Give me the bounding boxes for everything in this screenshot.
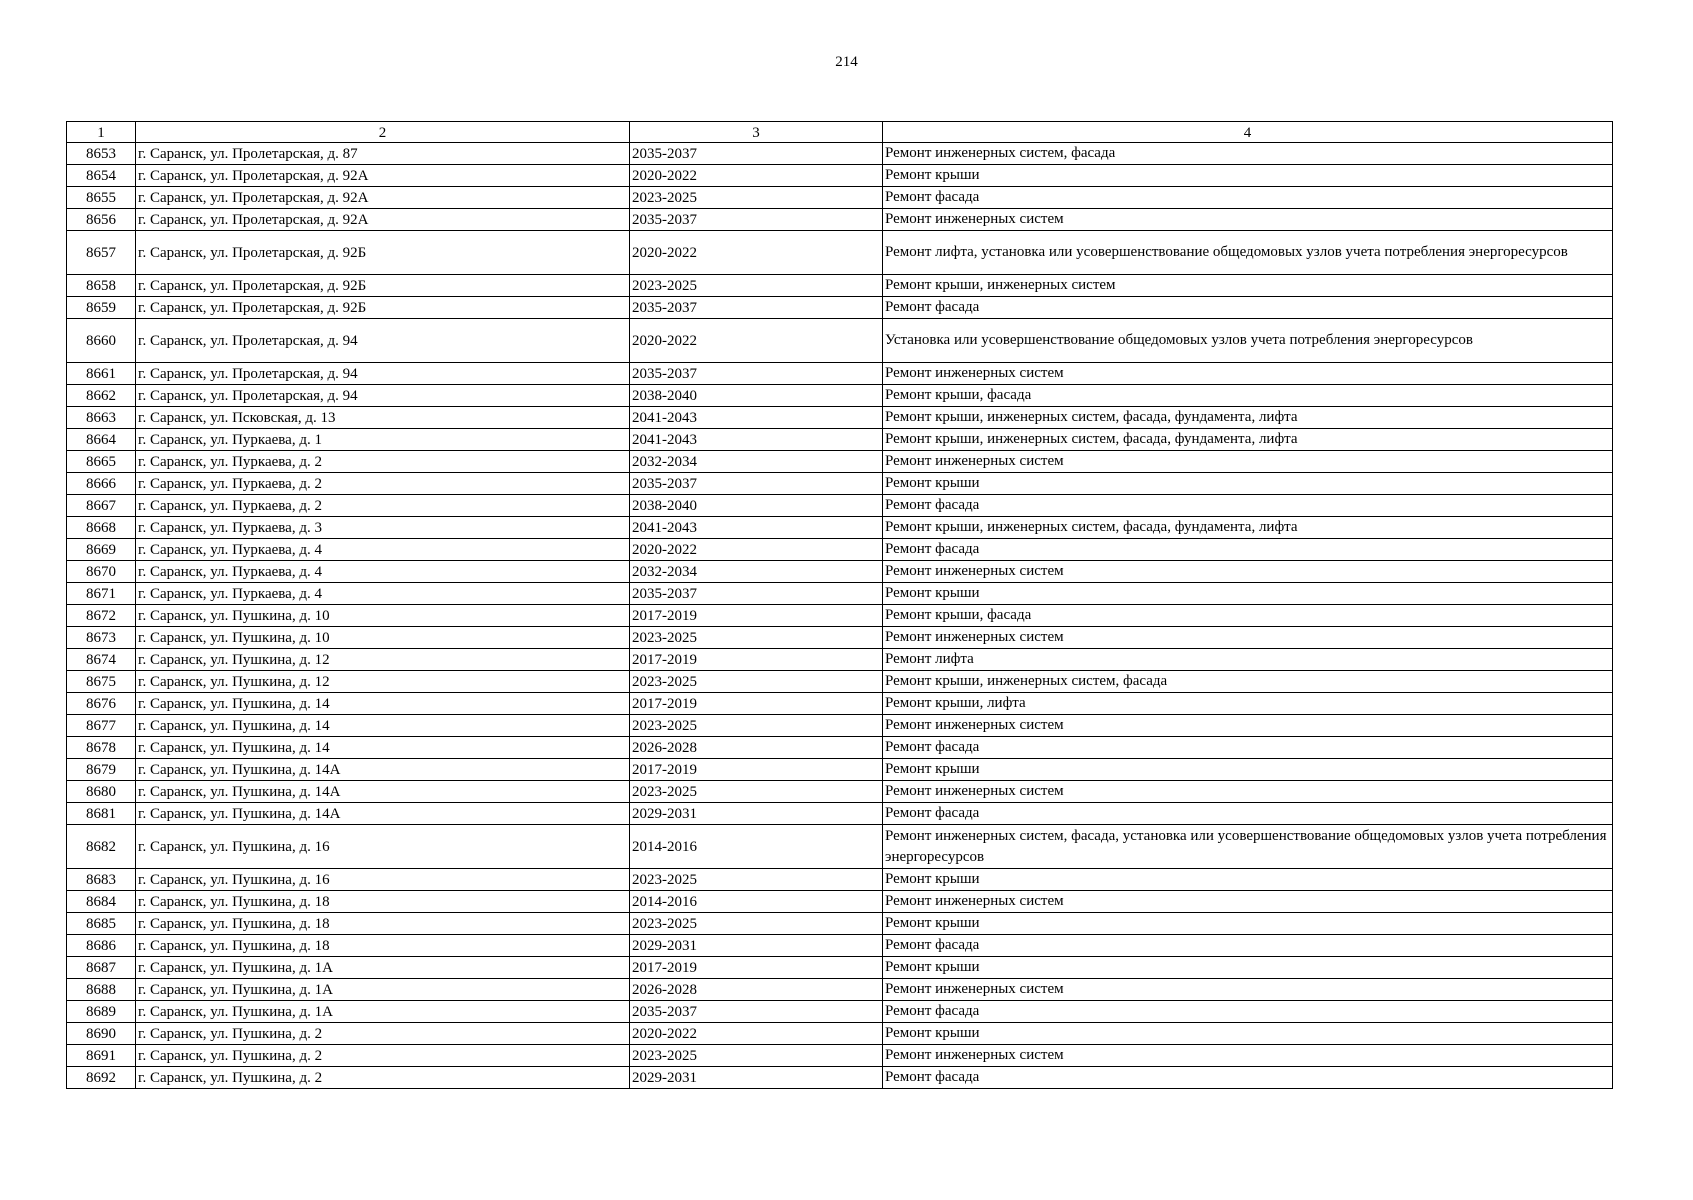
address-cell: г. Саранск, ул. Пушкина, д. 10 xyxy=(136,605,630,627)
period-cell: 2020-2022 xyxy=(630,319,883,363)
period-cell: 2017-2019 xyxy=(630,759,883,781)
row-number-cell: 8662 xyxy=(67,385,136,407)
work-type-cell: Ремонт фасада xyxy=(883,297,1613,319)
address-cell: г. Саранск, ул. Пушкина, д. 18 xyxy=(136,935,630,957)
work-type-cell: Ремонт фасада xyxy=(883,1067,1613,1089)
period-cell: 2023-2025 xyxy=(630,869,883,891)
period-cell: 2029-2031 xyxy=(630,1067,883,1089)
period-cell: 2020-2022 xyxy=(630,1023,883,1045)
table-row xyxy=(67,143,1613,165)
work-type-cell: Ремонт инженерных систем xyxy=(883,891,1613,913)
address-cell: г. Саранск, ул. Пролетарская, д. 92Б xyxy=(136,231,630,275)
work-type-cell: Ремонт инженерных систем xyxy=(883,1045,1613,1067)
row-number-cell: 8689 xyxy=(67,1001,136,1023)
table-row xyxy=(67,407,1613,429)
table-row xyxy=(67,385,1613,407)
period-cell: 2035-2037 xyxy=(630,583,883,605)
work-type-cell: Ремонт инженерных систем xyxy=(883,363,1613,385)
address-cell: г. Саранск, ул. Пушкина, д. 14А xyxy=(136,803,630,825)
period-cell: 2017-2019 xyxy=(630,649,883,671)
address-cell: г. Саранск, ул. Пушкина, д. 1А xyxy=(136,979,630,1001)
row-number-cell: 8659 xyxy=(67,297,136,319)
work-type-cell: Ремонт фасада xyxy=(883,1001,1613,1023)
work-type-cell: Ремонт крыши, инженерных систем, фасада, фундамента, лифта xyxy=(883,517,1613,539)
work-type-cell: Ремонт крыши, инженерных систем, фасада xyxy=(883,671,1613,693)
table-body xyxy=(67,143,1613,1089)
row-number-cell: 8682 xyxy=(67,825,136,869)
row-number-cell: 8687 xyxy=(67,957,136,979)
row-number-cell: 8663 xyxy=(67,407,136,429)
row-number-cell: 8676 xyxy=(67,693,136,715)
period-cell: 2026-2028 xyxy=(630,737,883,759)
row-number-cell: 8668 xyxy=(67,517,136,539)
work-type-cell: Ремонт фасада xyxy=(883,803,1613,825)
table-row xyxy=(67,671,1613,693)
table-row xyxy=(67,561,1613,583)
period-cell: 2023-2025 xyxy=(630,671,883,693)
work-type-cell: Ремонт крыши, инженерных систем xyxy=(883,275,1613,297)
row-number-cell: 8664 xyxy=(67,429,136,451)
address-cell: г. Саранск, ул. Пушкина, д. 16 xyxy=(136,825,630,869)
address-cell: г. Саранск, ул. Пролетарская, д. 92А xyxy=(136,187,630,209)
work-type-cell: Ремонт крыши xyxy=(883,165,1613,187)
table-row xyxy=(67,231,1613,275)
address-cell: г. Саранск, ул. Пушкина, д. 1А xyxy=(136,1001,630,1023)
table-row xyxy=(67,957,1613,979)
work-type-cell: Ремонт крыши xyxy=(883,759,1613,781)
address-cell: г. Саранск, ул. Пушкина, д. 14 xyxy=(136,737,630,759)
row-number-cell: 8655 xyxy=(67,187,136,209)
column-header-4: 4 xyxy=(883,122,1613,143)
work-type-cell: Ремонт инженерных систем, фасада, установка или усовершенствование общедомовых узлов учета потребления энергоресурсов xyxy=(883,825,1613,869)
address-cell: г. Саранск, ул. Пролетарская, д. 92А xyxy=(136,165,630,187)
table-row xyxy=(67,825,1613,869)
work-type-cell: Ремонт инженерных систем xyxy=(883,561,1613,583)
address-cell: г. Саранск, ул. Пуркаева, д. 2 xyxy=(136,473,630,495)
address-cell: г. Саранск, ул. Пушкина, д. 14 xyxy=(136,715,630,737)
period-cell: 2041-2043 xyxy=(630,517,883,539)
table-row xyxy=(67,451,1613,473)
period-cell: 2023-2025 xyxy=(630,1045,883,1067)
row-number-cell: 8688 xyxy=(67,979,136,1001)
address-cell: г. Саранск, ул. Пушкина, д. 12 xyxy=(136,649,630,671)
row-number-cell: 8666 xyxy=(67,473,136,495)
table-row xyxy=(67,913,1613,935)
work-type-cell: Ремонт инженерных систем xyxy=(883,781,1613,803)
table-row xyxy=(67,891,1613,913)
row-number-cell: 8686 xyxy=(67,935,136,957)
work-type-cell: Ремонт крыши, инженерных систем, фасада, фундамента, лифта xyxy=(883,429,1613,451)
row-number-cell: 8675 xyxy=(67,671,136,693)
table-row xyxy=(67,803,1613,825)
work-type-cell: Ремонт крыши, лифта xyxy=(883,693,1613,715)
work-type-cell: Ремонт крыши xyxy=(883,1023,1613,1045)
work-type-cell: Ремонт фасада xyxy=(883,187,1613,209)
row-number-cell: 8665 xyxy=(67,451,136,473)
period-cell: 2038-2040 xyxy=(630,495,883,517)
row-number-cell: 8691 xyxy=(67,1045,136,1067)
row-number-cell: 8690 xyxy=(67,1023,136,1045)
row-number-cell: 8653 xyxy=(67,143,136,165)
period-cell: 2032-2034 xyxy=(630,561,883,583)
row-number-cell: 8660 xyxy=(67,319,136,363)
table-row xyxy=(67,605,1613,627)
address-cell: г. Саранск, ул. Пролетарская, д. 87 xyxy=(136,143,630,165)
row-number-cell: 8658 xyxy=(67,275,136,297)
address-cell: г. Саранск, ул. Пушкина, д. 14 xyxy=(136,693,630,715)
row-number-cell: 8670 xyxy=(67,561,136,583)
address-cell: г. Саранск, ул. Пушкина, д. 2 xyxy=(136,1023,630,1045)
table-row xyxy=(67,297,1613,319)
work-type-cell: Ремонт крыши, фасада xyxy=(883,605,1613,627)
period-cell: 2020-2022 xyxy=(630,539,883,561)
table-row xyxy=(67,187,1613,209)
table-row xyxy=(67,737,1613,759)
work-type-cell: Ремонт инженерных систем xyxy=(883,627,1613,649)
address-cell: г. Саранск, ул. Пуркаева, д. 2 xyxy=(136,495,630,517)
table-row xyxy=(67,429,1613,451)
table-row xyxy=(67,363,1613,385)
work-type-cell: Ремонт фасада xyxy=(883,737,1613,759)
row-number-cell: 8674 xyxy=(67,649,136,671)
table-row xyxy=(67,869,1613,891)
period-cell: 2017-2019 xyxy=(630,957,883,979)
period-cell: 2026-2028 xyxy=(630,979,883,1001)
table-row xyxy=(67,495,1613,517)
work-type-cell: Ремонт инженерных систем xyxy=(883,715,1613,737)
work-type-cell: Ремонт крыши xyxy=(883,583,1613,605)
address-cell: г. Саранск, ул. Пушкина, д. 10 xyxy=(136,627,630,649)
address-cell: г. Саранск, ул. Пушкина, д. 16 xyxy=(136,869,630,891)
address-cell: г. Саранск, ул. Пушкина, д. 14А xyxy=(136,781,630,803)
work-type-cell: Ремонт инженерных систем xyxy=(883,979,1613,1001)
row-number-cell: 8680 xyxy=(67,781,136,803)
row-number-cell: 8657 xyxy=(67,231,136,275)
address-cell: г. Саранск, ул. Пушкина, д. 1А xyxy=(136,957,630,979)
address-cell: г. Саранск, ул. Пушкина, д. 12 xyxy=(136,671,630,693)
work-type-cell: Ремонт крыши, фасада xyxy=(883,385,1613,407)
address-cell: г. Саранск, ул. Пролетарская, д. 94 xyxy=(136,363,630,385)
period-cell: 2032-2034 xyxy=(630,451,883,473)
row-number-cell: 8667 xyxy=(67,495,136,517)
period-cell: 2023-2025 xyxy=(630,913,883,935)
work-type-cell: Ремонт крыши xyxy=(883,913,1613,935)
period-cell: 2023-2025 xyxy=(630,627,883,649)
table-row xyxy=(67,1045,1613,1067)
period-cell: 2029-2031 xyxy=(630,803,883,825)
period-cell: 2038-2040 xyxy=(630,385,883,407)
row-number-cell: 8661 xyxy=(67,363,136,385)
period-cell: 2041-2043 xyxy=(630,407,883,429)
row-number-cell: 8677 xyxy=(67,715,136,737)
address-cell: г. Саранск, ул. Пушкина, д. 18 xyxy=(136,913,630,935)
table-row xyxy=(67,275,1613,297)
table-row xyxy=(67,539,1613,561)
address-cell: г. Саранск, ул. Псковская, д. 13 xyxy=(136,407,630,429)
repair-schedule-table xyxy=(66,121,1613,1089)
address-cell: г. Саранск, ул. Пуркаева, д. 4 xyxy=(136,583,630,605)
table-row xyxy=(67,693,1613,715)
period-cell: 2041-2043 xyxy=(630,429,883,451)
period-cell: 2020-2022 xyxy=(630,231,883,275)
table-row xyxy=(67,935,1613,957)
address-cell: г. Саранск, ул. Пушкина, д. 2 xyxy=(136,1067,630,1089)
address-cell: г. Саранск, ул. Пушкина, д. 2 xyxy=(136,1045,630,1067)
address-cell: г. Саранск, ул. Пуркаева, д. 3 xyxy=(136,517,630,539)
period-cell: 2023-2025 xyxy=(630,781,883,803)
address-cell: г. Саранск, ул. Пролетарская, д. 92Б xyxy=(136,275,630,297)
address-cell: г. Саранск, ул. Пушкина, д. 18 xyxy=(136,891,630,913)
row-number-cell: 8671 xyxy=(67,583,136,605)
work-type-cell: Ремонт инженерных систем xyxy=(883,451,1613,473)
row-number-cell: 8678 xyxy=(67,737,136,759)
work-type-cell: Ремонт лифта, установка или усовершенствование общедомовых узлов учета потребления энергоресурсов xyxy=(883,231,1613,275)
period-cell: 2035-2037 xyxy=(630,143,883,165)
table-row xyxy=(67,319,1613,363)
address-cell: г. Саранск, ул. Пуркаева, д. 4 xyxy=(136,539,630,561)
address-cell: г. Саранск, ул. Пуркаева, д. 4 xyxy=(136,561,630,583)
table-row xyxy=(67,1067,1613,1089)
table-row xyxy=(67,473,1613,495)
period-cell: 2014-2016 xyxy=(630,825,883,869)
table-row xyxy=(67,979,1613,1001)
column-header-3: 3 xyxy=(630,122,883,143)
table-row xyxy=(67,1023,1613,1045)
period-cell: 2035-2037 xyxy=(630,363,883,385)
period-cell: 2020-2022 xyxy=(630,165,883,187)
table-header-row xyxy=(67,122,1613,143)
work-type-cell: Ремонт инженерных систем xyxy=(883,209,1613,231)
table-row xyxy=(67,1001,1613,1023)
table-row xyxy=(67,165,1613,187)
address-cell: г. Саранск, ул. Пушкина, д. 14А xyxy=(136,759,630,781)
work-type-cell: Ремонт крыши xyxy=(883,957,1613,979)
table-row xyxy=(67,209,1613,231)
table-row xyxy=(67,781,1613,803)
row-number-cell: 8692 xyxy=(67,1067,136,1089)
table-row xyxy=(67,759,1613,781)
table-row xyxy=(67,517,1613,539)
work-type-cell: Ремонт лифта xyxy=(883,649,1613,671)
table-row xyxy=(67,583,1613,605)
period-cell: 2035-2037 xyxy=(630,1001,883,1023)
row-number-cell: 8681 xyxy=(67,803,136,825)
address-cell: г. Саранск, ул. Пролетарская, д. 94 xyxy=(136,385,630,407)
period-cell: 2017-2019 xyxy=(630,605,883,627)
period-cell: 2017-2019 xyxy=(630,693,883,715)
column-header-2: 2 xyxy=(136,122,630,143)
period-cell: 2029-2031 xyxy=(630,935,883,957)
work-type-cell: Ремонт инженерных систем, фасада xyxy=(883,143,1613,165)
row-number-cell: 8679 xyxy=(67,759,136,781)
period-cell: 2035-2037 xyxy=(630,209,883,231)
address-cell: г. Саранск, ул. Пуркаева, д. 2 xyxy=(136,451,630,473)
row-number-cell: 8654 xyxy=(67,165,136,187)
table-row xyxy=(67,649,1613,671)
address-cell: г. Саранск, ул. Пролетарская, д. 92А xyxy=(136,209,630,231)
address-cell: г. Саранск, ул. Пролетарская, д. 94 xyxy=(136,319,630,363)
row-number-cell: 8656 xyxy=(67,209,136,231)
table-row xyxy=(67,715,1613,737)
row-number-cell: 8685 xyxy=(67,913,136,935)
table-row xyxy=(67,627,1613,649)
work-type-cell: Ремонт фасада xyxy=(883,935,1613,957)
row-number-cell: 8684 xyxy=(67,891,136,913)
row-number-cell: 8683 xyxy=(67,869,136,891)
address-cell: г. Саранск, ул. Пуркаева, д. 1 xyxy=(136,429,630,451)
period-cell: 2023-2025 xyxy=(630,187,883,209)
row-number-cell: 8669 xyxy=(67,539,136,561)
work-type-cell: Ремонт крыши, инженерных систем, фасада, фундамента, лифта xyxy=(883,407,1613,429)
work-type-cell: Ремонт фасада xyxy=(883,539,1613,561)
work-type-cell: Установка или усовершенствование общедомовых узлов учета потребления энергоресурсов xyxy=(883,319,1613,363)
work-type-cell: Ремонт крыши xyxy=(883,869,1613,891)
address-cell: г. Саранск, ул. Пролетарская, д. 92Б xyxy=(136,297,630,319)
period-cell: 2023-2025 xyxy=(630,275,883,297)
row-number-cell: 8673 xyxy=(67,627,136,649)
page-number: 214 xyxy=(835,54,858,70)
period-cell: 2014-2016 xyxy=(630,891,883,913)
period-cell: 2035-2037 xyxy=(630,297,883,319)
row-number-cell: 8672 xyxy=(67,605,136,627)
period-cell: 2023-2025 xyxy=(630,715,883,737)
period-cell: 2035-2037 xyxy=(630,473,883,495)
work-type-cell: Ремонт крыши xyxy=(883,473,1613,495)
column-header-1: 1 xyxy=(67,122,136,143)
work-type-cell: Ремонт фасада xyxy=(883,495,1613,517)
